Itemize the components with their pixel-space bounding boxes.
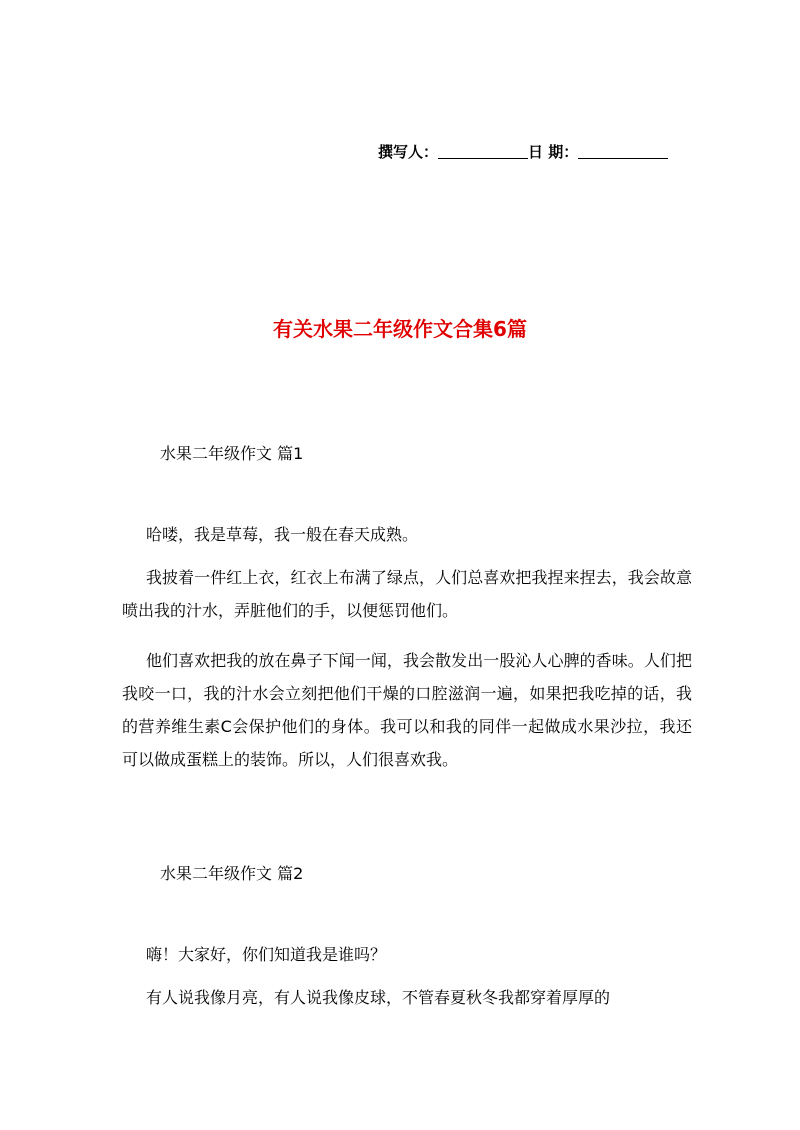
author-date-line: [378, 140, 688, 164]
author-blank[interactable]: [438, 142, 528, 159]
paragraph-2-1: 嗨！大家好，你们知道我是谁吗？: [146, 945, 387, 964]
date-blank[interactable]: [578, 142, 668, 159]
paragraph-1-3: 他们喜欢把我的放在鼻子下闻一闻，我会散发出一股沁人心脾的香味。人们把我咬一口，我的汁水会立刻把他们干燥的口腔滋润一遍，如果把我吃掉的话，我的营养维生素C会保护他们的身体。我可以和我的同伴一起做成水果沙拉，我还可以做成蛋糕上的装饰。所以，人们很喜欢我。: [122, 651, 692, 769]
document-title: 有关水果二年级作文合集6篇: [273, 317, 527, 341]
author-label: 撰写人：: [378, 143, 439, 161]
paragraph-1-1: 哈喽，我是草莓，我一般在春天成熟。: [146, 525, 419, 544]
paragraph-2-2: 有人说我像月亮，有人说我像皮球，不管春夏秋冬我都穿着厚厚的: [146, 988, 611, 1007]
section-heading-2: 水果二年级作文 篇2: [160, 864, 304, 883]
section-heading-1: 水果二年级作文 篇1: [160, 444, 304, 463]
date-label: 日 期：: [528, 143, 579, 161]
paragraph-1-2: 我披着一件红上衣，红衣上布满了绿点，人们总喜欢把我捏来捏去，我会故意喷出我的汁水，弄脏他们的手，以便惩罚他们。: [122, 568, 692, 620]
